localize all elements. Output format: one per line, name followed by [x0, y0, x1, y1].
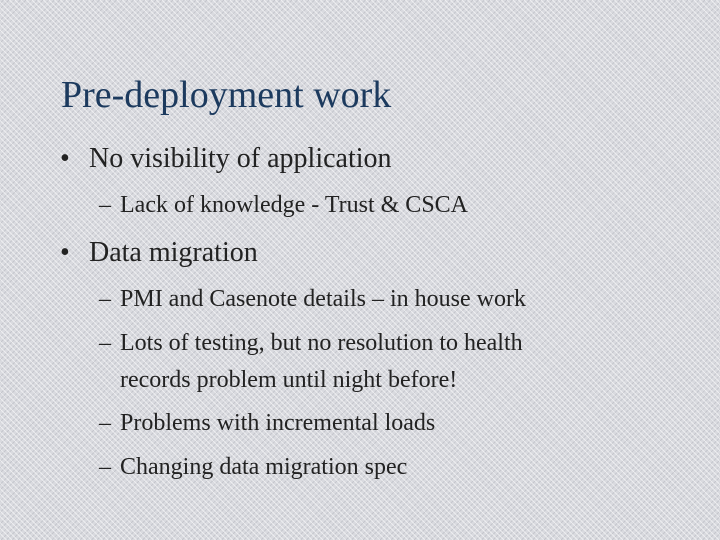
dash-marker: – — [99, 330, 111, 356]
sub-bullet-item — [99, 187, 468, 224]
bullet-marker: • — [60, 237, 70, 268]
sub-bullet-text: PMI and Casenote details – in house work — [120, 286, 526, 312]
slide-title: Pre-deployment work — [61, 74, 392, 116]
sub-bullet-item — [99, 325, 599, 399]
sub-bullet-item — [99, 449, 407, 486]
bullet-text: No visibility of application — [89, 143, 392, 174]
bullet-item — [60, 236, 258, 270]
dash-marker: – — [99, 286, 111, 312]
bullet-text: Data migration — [89, 237, 258, 268]
dash-marker: – — [99, 454, 111, 480]
sub-bullet-item — [99, 405, 435, 442]
sub-bullet-text: Lots of testing, but no resolution to health records problem until night before! — [120, 330, 523, 393]
sub-bullet-text: Lack of knowledge - Trust & CSCA — [120, 192, 468, 218]
dash-marker: – — [99, 192, 111, 218]
sub-bullet-text: Changing data migration spec — [120, 454, 408, 480]
dash-marker: – — [99, 410, 111, 436]
sub-bullet-text: Problems with incremental loads — [120, 410, 436, 436]
bullet-marker: • — [60, 143, 70, 174]
bullet-item — [60, 142, 392, 176]
sub-bullet-item — [99, 281, 526, 318]
